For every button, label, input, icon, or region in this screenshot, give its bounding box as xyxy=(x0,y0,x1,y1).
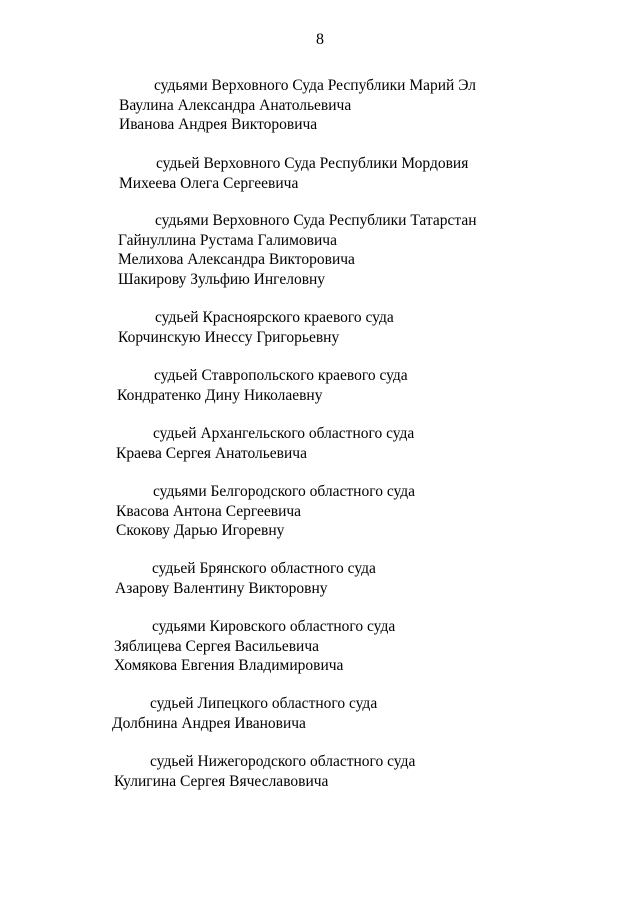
page-number: 8 xyxy=(316,31,324,48)
judge-name: Кулигина Сергея Вячеславовича xyxy=(114,772,329,790)
court-heading: судьей Архангельского областного суда xyxy=(153,425,415,442)
court-heading: судьями Кировского областного суда xyxy=(152,618,396,635)
court-heading: судьями Верховного Суда Республики Татарстан xyxy=(155,212,477,229)
appointment-entry xyxy=(0,752,640,791)
appointment-entry xyxy=(0,211,640,289)
judge-name: Гайнуллина Рустама Галимовича xyxy=(118,231,337,249)
appointment-entry xyxy=(0,76,640,135)
court-heading: судьями Верховного Суда Республики Марий Эл xyxy=(154,77,476,94)
court-heading: судьей Нижегородского областного суда xyxy=(150,753,416,770)
judge-name: Корчинскую Инессу Григорьевну xyxy=(118,328,340,346)
court-heading: судьей Брянского областного суда xyxy=(152,560,376,577)
judge-name: Хомякова Евгения Владимировича xyxy=(114,657,344,674)
judge-name: Шакирову Зульфию Ингеловну xyxy=(118,270,326,288)
appointment-entry xyxy=(0,482,640,541)
judge-name: Квасова Антона Сергеевича xyxy=(116,502,302,520)
judge-name: Мелихова Александра Викторовича xyxy=(118,251,355,268)
judge-name: Михеева Олега Сергеевича xyxy=(119,174,299,192)
appointment-entry xyxy=(0,366,640,405)
court-heading: судьей Липецкого областного суда xyxy=(150,695,378,712)
appointment-entry xyxy=(0,559,640,598)
judge-name: Зяблицева Сергея Васильевича xyxy=(114,637,320,655)
judge-name: Иванова Андрея Викторовича xyxy=(119,116,318,133)
appointment-entry xyxy=(0,308,640,347)
appointment-entry xyxy=(0,424,640,463)
court-heading: судьей Верховного Суда Республики Мордовия xyxy=(156,155,469,172)
judge-name: Долбнина Андрея Ивановича xyxy=(112,714,306,732)
appointment-entry xyxy=(0,694,640,733)
judge-name: Кондратенко Дину Николаевну xyxy=(117,386,323,404)
judge-name: Скокову Дарью Игоревну xyxy=(116,522,285,539)
appointment-entry xyxy=(0,617,640,676)
judge-name: Ваулина Александра Анатольевича xyxy=(119,96,352,114)
court-heading: судьей Красноярского краевого суда xyxy=(155,309,394,326)
judge-name: Азарову Валентину Викторовну xyxy=(115,579,328,597)
court-heading: судьей Ставропольского краевого суда xyxy=(154,367,408,384)
appointment-entry xyxy=(0,154,640,193)
court-heading: судьями Белгородского областного суда xyxy=(153,483,416,500)
judge-name: Краева Сергея Анатольевича xyxy=(116,444,307,462)
